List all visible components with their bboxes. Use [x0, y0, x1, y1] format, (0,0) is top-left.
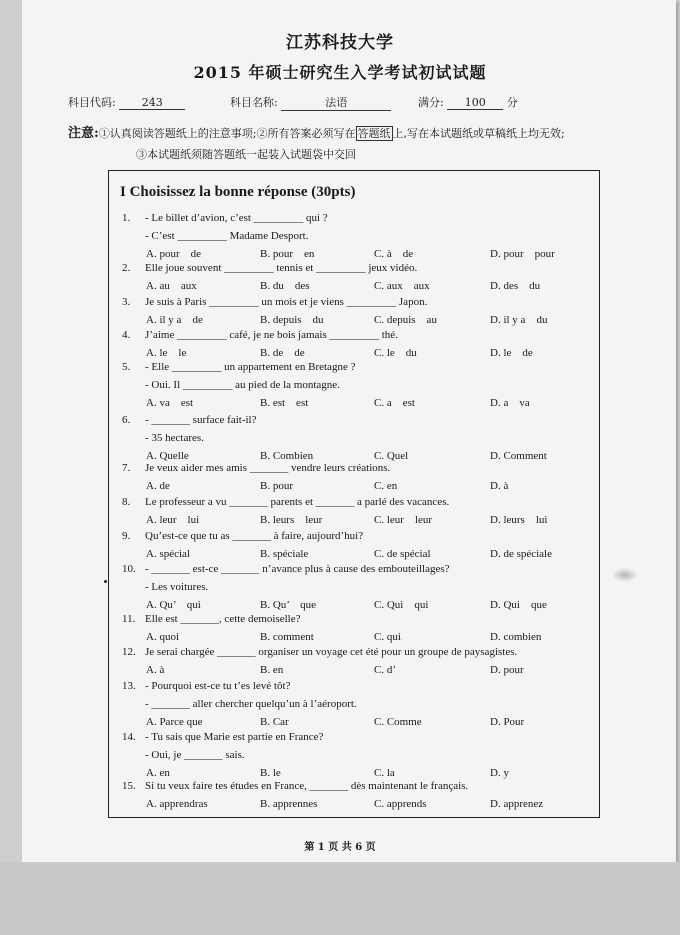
- question-text: Elle joue souvent _________ tennis et _________ jeux vidéo.: [145, 262, 418, 274]
- answer-option: B. comment: [260, 631, 314, 643]
- question-text: - _______ aller chercher quelqu’un à l’aéroport.: [145, 698, 357, 710]
- answer-option: A. au aux: [146, 280, 197, 292]
- notice-line-2: ③本试题纸须随答题纸一起装入试题袋中交回: [136, 148, 356, 161]
- answer-option: D. pour pour: [490, 248, 555, 260]
- answer-option: D. combien: [490, 631, 542, 643]
- answer-option: A. Parce que: [146, 716, 203, 728]
- scan-background: [0, 862, 680, 935]
- question-text: - C’est _________ Madame Desport.: [145, 230, 309, 242]
- question-number: 14.: [122, 731, 136, 743]
- question-text: Le professeur a vu _______ parents et _______ a parlé des vacances.: [145, 496, 450, 508]
- question-text: - Elle _________ un appartement en Bretagne ?: [145, 361, 356, 373]
- answer-option: A. pour de: [146, 248, 201, 260]
- question-text: - Tu sais que Marie est partie en France?: [145, 731, 324, 743]
- notice-text-1a: ①认真阅读答题纸上的注意事项;②所有答案必须写在: [98, 127, 356, 140]
- code-value: 243: [119, 96, 185, 110]
- full-score: [418, 94, 518, 110]
- score-unit: 分: [506, 96, 518, 109]
- answer-option: C. la: [374, 767, 395, 779]
- answer-option: B. pour en: [260, 248, 315, 260]
- question-number: 3.: [122, 296, 131, 308]
- notice-label: 注意:: [68, 126, 99, 141]
- score-value: 100: [447, 96, 503, 110]
- question-text: - Pourquoi est-ce tu t’es levé tôt?: [145, 680, 291, 692]
- answer-option: C. en: [374, 480, 398, 492]
- answer-option: B. leurs leur: [260, 514, 323, 526]
- score-label: 满分:: [418, 96, 444, 109]
- section-title: I Choisissez la bonne réponse (30pts): [120, 184, 356, 200]
- question-number: 5.: [122, 361, 131, 373]
- question-number: 7.: [122, 462, 131, 474]
- answer-option: D. pour: [490, 664, 524, 676]
- university-name: 江苏科技大学: [286, 33, 394, 53]
- answer-option: B. apprennes: [260, 798, 318, 810]
- scan-smudge: [612, 568, 638, 582]
- answer-option: A. Quelle: [146, 450, 189, 462]
- answer-option: C. à de: [374, 248, 414, 260]
- subject-code: [68, 94, 185, 110]
- question-number: 13.: [122, 680, 136, 692]
- notice-boxed-word: 答题纸: [357, 127, 391, 140]
- answer-option: D. à: [490, 480, 509, 492]
- answer-option: D. apprenez: [490, 798, 544, 810]
- answer-option: B. pour: [260, 480, 293, 492]
- name-value: 法语: [281, 94, 391, 111]
- answer-option: B. en: [260, 664, 284, 676]
- answer-option: C. leur leur: [374, 514, 433, 526]
- answer-option: A. il y a de: [146, 314, 203, 326]
- subject-name: [230, 94, 391, 111]
- question-text: - _______ est-ce _______ n’avance plus à cause des embouteillages?: [145, 563, 450, 575]
- question-number: 8.: [122, 496, 131, 508]
- answer-option: C. qui: [374, 631, 401, 643]
- question-text: - _______ surface fait-il?: [145, 414, 257, 426]
- scan-dot: [104, 580, 107, 583]
- question-text: Je serai chargée _______ organiser un voyage cet été pour un groupe de paysagistes.: [145, 646, 518, 658]
- question-number: 2.: [122, 262, 131, 274]
- answer-option: D. Comment: [490, 450, 547, 462]
- answer-option: A. spécial: [146, 548, 190, 560]
- question-text: Qu’est-ce que tu as _______ à faire, aujourd’hui?: [145, 530, 364, 542]
- question-number: 9.: [122, 530, 131, 542]
- answer-option: B. Car: [260, 716, 289, 728]
- answer-option: B. spéciale: [260, 548, 309, 560]
- answer-option: C. de spécial: [374, 548, 431, 560]
- answer-option: B. du des: [260, 280, 310, 292]
- answer-option: D. le de: [490, 347, 533, 359]
- answer-option: C. Comme: [374, 716, 422, 728]
- question-text: - Le billet d’avion, c’est _________ qui ?: [145, 212, 328, 224]
- answer-option: C. d’: [374, 664, 396, 676]
- code-label: 科目代码:: [68, 96, 116, 109]
- question-text: J’aime _________ café, je ne bois jamais _________ thé.: [145, 329, 398, 341]
- answer-option: D. y: [490, 767, 509, 779]
- page-number: 第 1 页 共 6 页: [304, 842, 376, 853]
- answer-option: D. leurs lui: [490, 514, 548, 526]
- answer-option: C. a est: [374, 397, 415, 409]
- name-label: 科目名称:: [230, 96, 278, 109]
- question-text: - 35 hectares.: [145, 432, 204, 444]
- answer-option: C. le du: [374, 347, 417, 359]
- question-number: 15.: [122, 780, 136, 792]
- question-text: - Oui, je _______ sais.: [145, 749, 245, 761]
- question-number: 10.: [122, 563, 136, 575]
- answer-option: A. Qu’ qui: [146, 599, 201, 611]
- answer-option: D. a va: [490, 397, 530, 409]
- answer-option: A. à: [146, 664, 165, 676]
- answer-option: A. de: [146, 480, 170, 492]
- question-number: 6.: [122, 414, 131, 426]
- answer-option: D. Pour: [490, 716, 525, 728]
- answer-option: C. depuis au: [374, 314, 437, 326]
- question-text: Elle est _______, cette demoiselle?: [145, 613, 301, 625]
- answer-option: A. apprendras: [146, 798, 208, 810]
- answer-option: B. Combien: [260, 450, 314, 462]
- answer-option: C. aux aux: [374, 280, 430, 292]
- answer-option: C. Qui qui: [374, 599, 429, 611]
- notice-line-1: [68, 122, 565, 141]
- answer-option: B. depuis du: [260, 314, 324, 326]
- answer-option: D. Qui que: [490, 599, 547, 611]
- answer-option: B. est est: [260, 397, 309, 409]
- answer-option: A. leur lui: [146, 514, 200, 526]
- answer-option: D. de spéciale: [490, 548, 552, 560]
- answer-option: A. en: [146, 767, 170, 779]
- exam-title: 2015 年硕士研究生入学考试初试试题: [193, 63, 487, 82]
- answer-option: B. le: [260, 767, 281, 779]
- question-number: 1.: [122, 212, 131, 224]
- question-text: Je suis à Paris _________ un mois et je viens _________ Japon.: [145, 296, 428, 308]
- answer-option: A. quoi: [146, 631, 179, 643]
- answer-option: B. Qu’ que: [260, 599, 317, 611]
- question-text: Si tu veux faire tes études en France, _______ dès maintenant le français.: [145, 780, 469, 792]
- answer-option: C. Quel: [374, 450, 409, 462]
- question-number: 11.: [122, 613, 136, 625]
- answer-option: D. il y a du: [490, 314, 548, 326]
- answer-option: C. apprends: [374, 798, 427, 810]
- answer-option: D. des du: [490, 280, 541, 292]
- question-text: - Oui. Il _________ au pied de la montagne.: [145, 379, 340, 391]
- question-text: - Les voitures.: [145, 581, 209, 593]
- question-number: 12.: [122, 646, 136, 658]
- question-text: Je veux aider mes amis _______ vendre leurs créations.: [145, 462, 391, 474]
- answer-option: A. le le: [146, 347, 187, 359]
- answer-option: A. va est: [146, 397, 194, 409]
- answer-option: B. de de: [260, 347, 305, 359]
- question-number: 4.: [122, 329, 131, 341]
- notice-text-1b: 上,写在本试题纸或草稿纸上均无效;: [392, 127, 565, 140]
